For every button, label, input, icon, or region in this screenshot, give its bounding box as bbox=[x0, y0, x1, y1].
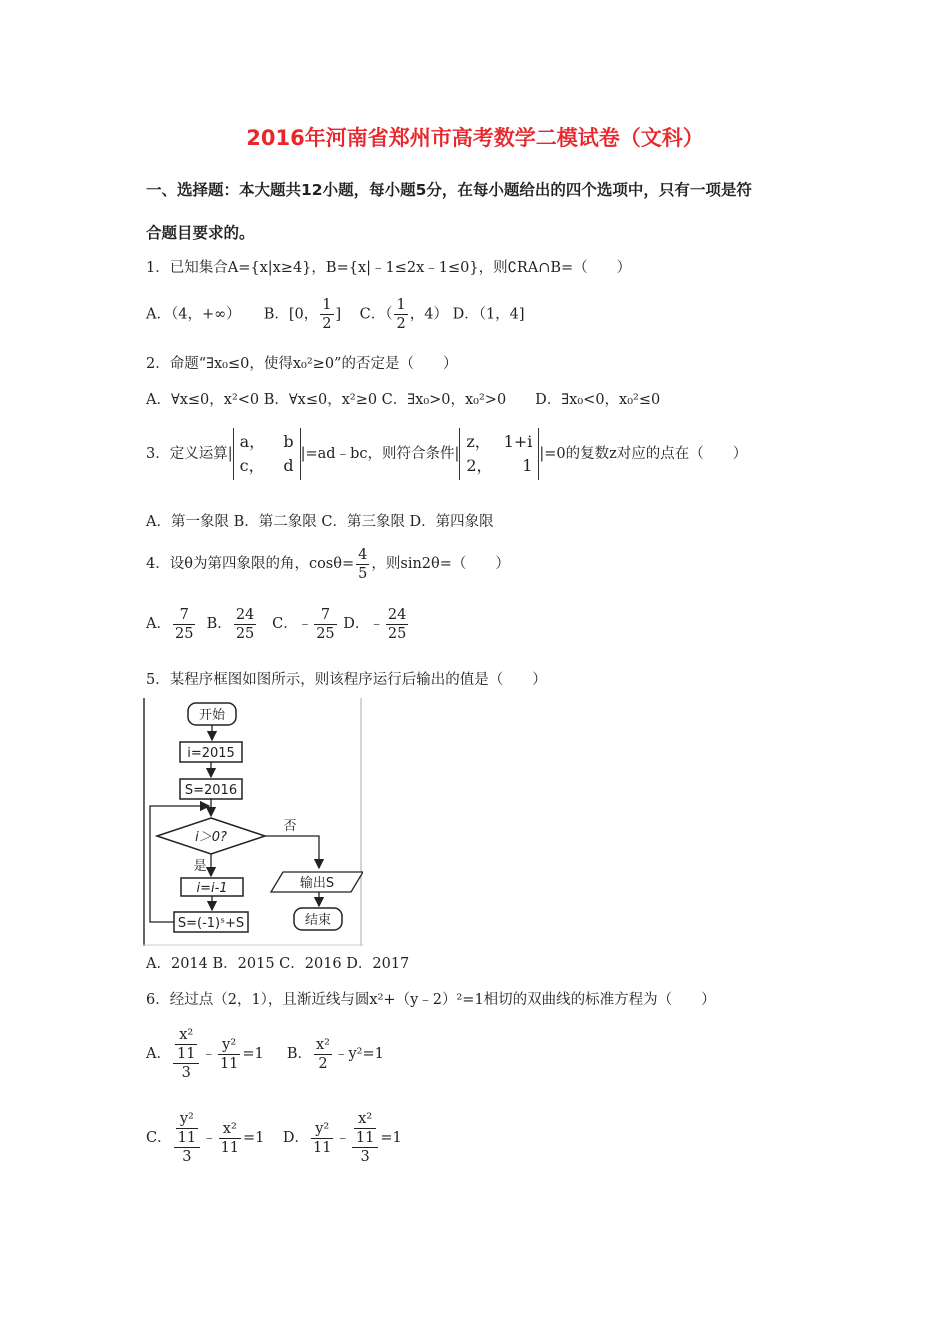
q5-stem: 5．某程序框图如图所示，则该程序运行后输出的值是（ ） bbox=[146, 672, 547, 688]
q1-stem: 1．已知集合A={x|x≥4}，B={x|﹣1≤2x﹣1≤0}，则∁RA∩B=（ ） bbox=[146, 260, 632, 276]
flow-start-label: 开始 bbox=[198, 708, 226, 723]
q3-determinant-condition: z， 1+i 2， 1 bbox=[459, 428, 539, 480]
q2-options: A．∀x≤0，x²<0 B．∀x≤0，x²≥0 C．∃x₀>0，x₀²>0 D．∃x₀<0，x₀²≤0 bbox=[146, 392, 661, 408]
q6-option-b-term1: $\frac{\text{x²}}{2}$ bbox=[315, 1036, 330, 1072]
q6-options-ab: A． $\frac{\frac{\text{x²}}{11}}{3}$ ﹣ $\frac{\text{y²}}{11}$ =1 B． $\frac{\text{x²}}{2}$ ﹣y²=1 bbox=[146, 1027, 384, 1081]
q6-option-d-term1: $\frac{\text{y²}}{11}$ bbox=[312, 1120, 332, 1156]
q4-option-c-fraction: $\frac{7}{25}$ bbox=[316, 606, 335, 642]
q1-options bbox=[146, 296, 525, 333]
q5-options: A．2014 B．2015 C．2016 D．2017 bbox=[146, 956, 410, 972]
q3-options: A．第一象限 B．第二象限 C．第三象限 D．第四象限 bbox=[146, 514, 494, 530]
flow-end-label: 结束 bbox=[304, 913, 332, 928]
flowchart bbox=[143, 698, 363, 946]
q6-option-d-term2: $\frac{\frac{\text{x²}}{11}}{3}$ bbox=[352, 1110, 378, 1166]
q3-determinant-definition: a， b c， d bbox=[233, 428, 301, 480]
flow-init-i-label: i=2015 bbox=[187, 746, 235, 761]
flow-yes-label: 是 bbox=[193, 859, 207, 874]
flow-arrow-no bbox=[265, 836, 319, 868]
q6-option-c-term1: $\frac{\frac{\text{y²}}{11}}{3}$ bbox=[174, 1110, 200, 1166]
q6-option-a-term2: $\frac{\text{y²}}{11}$ bbox=[219, 1036, 239, 1072]
section-heading-line2: 合题目要求的。 bbox=[146, 224, 255, 242]
q1-option-c-fraction: $\frac{1}{2}$ bbox=[396, 297, 406, 332]
q1-option-c-prefix: C．（ bbox=[359, 306, 393, 323]
q6-option-c-term2: $\frac{\text{x²}}{11}$ bbox=[220, 1120, 240, 1156]
q2-stem: 2．命题“∃x₀≤0，使得x₀²≥0”的否定是（ ） bbox=[146, 356, 458, 372]
q1-option-a: A．（4，+∞） bbox=[146, 306, 241, 323]
q1-option-b-suffix: ] bbox=[335, 306, 342, 323]
flowchart-svg bbox=[143, 698, 363, 946]
q4-stem: 4．设θ为第四象限的角，cosθ= $\frac{4}{5}$ ，则sin2θ=（ ） bbox=[146, 546, 510, 582]
q4-option-d-fraction: $\frac{24}{25}$ bbox=[387, 606, 407, 642]
q1-option-b-prefix: B．[0， bbox=[263, 306, 319, 323]
q4-cos-fraction: $\frac{4}{5}$ bbox=[358, 546, 368, 582]
q3-stem: 3．定义运算| a， b c， d |=ad﹣bc，则符合条件| z， 1+i 2， 1 |=0的复数z对应的点在（ ） bbox=[146, 424, 747, 484]
flow-init-s-label: S=2016 bbox=[184, 783, 238, 798]
flow-output-label: 输出S bbox=[299, 876, 335, 891]
q1-option-b-fraction: $\frac{1}{2}$ bbox=[322, 297, 332, 332]
q6-options-cd: C． $\frac{\frac{\text{y²}}{11}}{3}$ ﹣ $\frac{\text{x²}}{11}$ =1 D． $\frac{\text{y²}}{11}$ ﹣ $\frac{\frac{\text{x²}}{11}}{3}$ =1 bbox=[146, 1111, 402, 1165]
q6-option-a-term1: $\frac{\frac{\text{x²}}{11}}{3}$ bbox=[173, 1026, 199, 1082]
q6-stem: 6．经过点（2，1），且渐近线与圆x²+（y﹣2）²=1相切的双曲线的标准方程为（ ） bbox=[146, 992, 716, 1008]
q4-option-a-fraction: $\frac{7}{25}$ bbox=[174, 606, 194, 642]
section-heading-line1: 一、选择题：本大题共12小题，每小题5分，在每小题给出的四个选项中，只有一项是符 bbox=[146, 181, 752, 199]
q1-option-d: D．（1，4] bbox=[452, 306, 525, 323]
document-title: 2016年河南省郑州市高考数学二模试卷（文科） bbox=[246, 126, 704, 150]
flow-step-i-label: i=i-1 bbox=[196, 881, 228, 896]
flow-condition-label: i＞0? bbox=[195, 830, 227, 845]
q4-option-b-fraction: $\frac{24}{25}$ bbox=[235, 606, 255, 642]
q1-option-c-suffix: ，4） bbox=[409, 306, 448, 323]
q4-options: A． $\frac{7}{25}$ B． $\frac{24}{25}$ C．﹣ $\frac{7}{25}$ D．﹣ $\frac{24}{25}$ bbox=[146, 606, 407, 642]
flow-no-label: 否 bbox=[283, 819, 297, 834]
flow-step-s-label: S=(-1)ˢ+S bbox=[177, 916, 245, 931]
